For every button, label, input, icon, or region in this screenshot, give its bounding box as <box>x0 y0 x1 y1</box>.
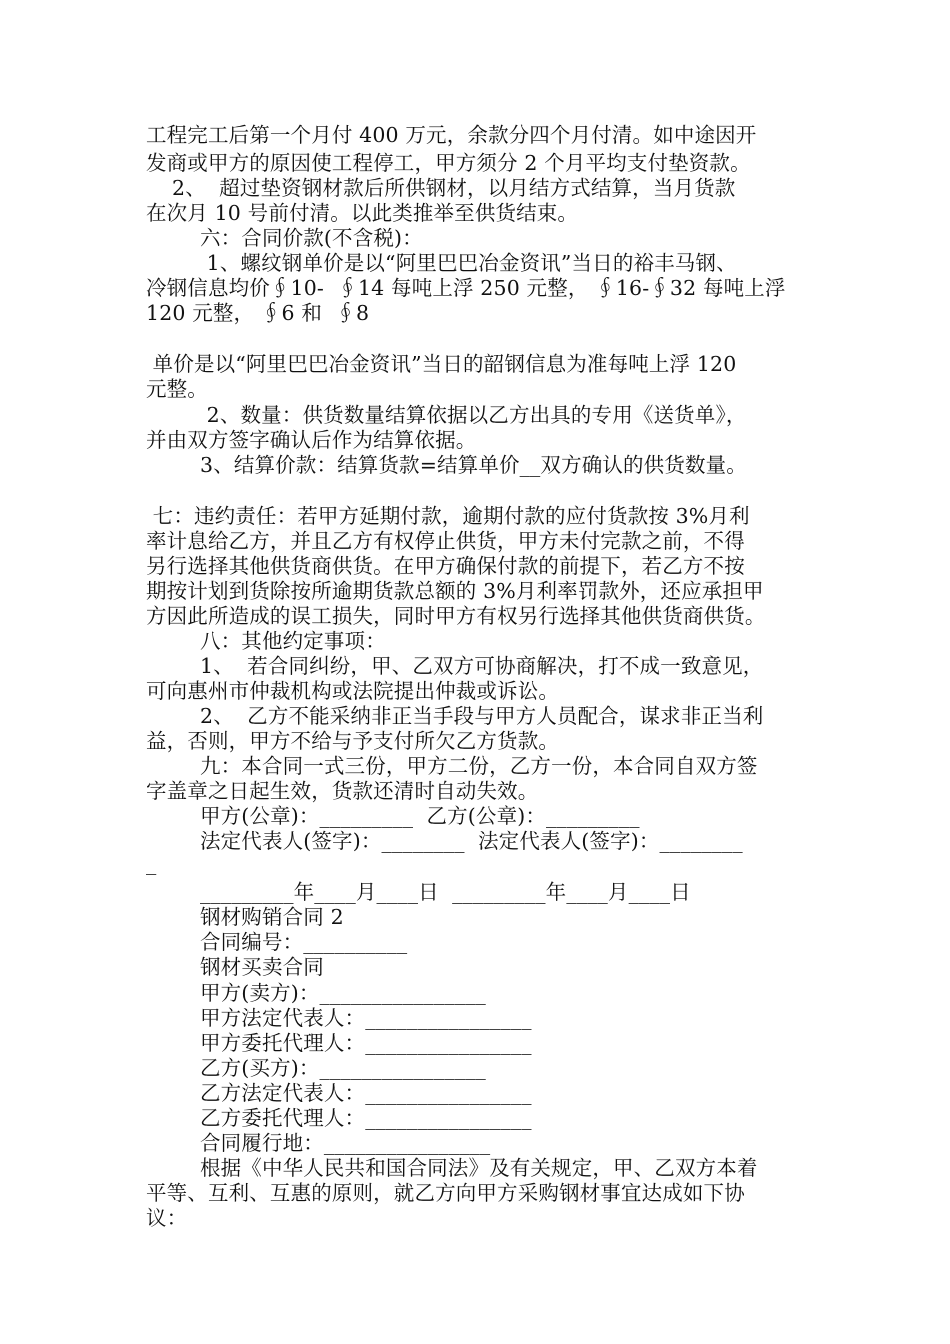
text-line: 期按计划到货除按所逾期货款总额的 3%月利率罚款外，还应承担甲 <box>146 579 764 603</box>
text-line: 并由双方签字确认后作为结算依据。 <box>146 428 477 452</box>
text-line: 冷钢信息均价∮10- ∮14 每吨上浮 250 元整， ∮16-∮32 每吨上浮 <box>146 276 786 300</box>
text-line: 另行选择其他供货商供货。在甲方确保付款的前提下，若乙方不按 <box>146 554 745 578</box>
form-line: 乙方委托代理人：________________ <box>200 1106 532 1130</box>
form-line: 甲方法定代表人：________________ <box>200 1006 532 1030</box>
text-line: 平等、互利、互惠的原则，就乙方向甲方采购钢材事宜达成如下协 <box>146 1181 745 1205</box>
contract-subtitle: 钢材买卖合同 <box>200 955 324 979</box>
text-line: 120 元整， ∮6 和 ∮8 <box>146 301 370 325</box>
text-line: 单价是以“阿里巴巴冶金资讯”当日的韶钢信息为准每吨上浮 120 <box>146 352 737 376</box>
text-line: 2、数量：供货数量结算依据以乙方出具的专用《送货单》， <box>200 403 747 427</box>
contract-title: 钢材购销合同 2 <box>200 905 344 929</box>
text-line: 根据《中华人民共和国合同法》及有关规定，甲、乙双方本着 <box>200 1156 758 1180</box>
text-line: 工程完工后第一个月付 400 万元，余款分四个月付清。如中途因开 <box>146 123 757 147</box>
text-line: 3、结算价款：结算货款=结算单价__双方确认的供货数量。 <box>200 453 747 477</box>
text-line: 益，否则，甲方不给与予支付所欠乙方货款。 <box>146 729 559 753</box>
form-line: 乙方法定代表人：________________ <box>200 1081 532 1105</box>
form-line: 乙方(买方)：________________ <box>200 1056 486 1080</box>
text-line: 在次月 10 号前付清。以此类推举至供货结束。 <box>146 201 579 225</box>
text-line: _ <box>146 851 157 875</box>
text-line: 2、 超过垫资钢材款后所供钢材，以月结方式结算，当月货款 <box>172 176 736 200</box>
section-heading: 六：合同价款(不含税)： <box>200 226 423 250</box>
signature-line: 法定代表人(签字)：________ 法定代表人(签字)：________ <box>200 829 743 853</box>
text-line: 方因此所造成的误工损失，同时甲方有权另行选择其他供货商供货。 <box>146 604 766 628</box>
date-line: _________年____月____日 _________年____月____日 <box>200 880 691 904</box>
text-line: 率计息给乙方，并且乙方有权停止供货，甲方未付完款之前，不得 <box>146 529 745 553</box>
section-heading: 七：违约责任：若甲方延期付款，逾期付款的应付货款按 3%月利 <box>146 504 750 528</box>
signature-line: 甲方(公章)：_________ 乙方(公章)：_________ <box>200 804 640 828</box>
form-line: 合同编号：__________ <box>200 930 408 954</box>
text-line: 字盖章之日起生效，货款还清时自动失效。 <box>146 779 539 803</box>
text-line: 2、 乙方不能采纳非正当手段与甲方人员配合，谋求非正当利 <box>200 704 764 728</box>
text-line: 元整。 <box>146 377 208 401</box>
form-line: 甲方(卖方)：________________ <box>200 981 486 1005</box>
section-heading: 九：本合同一式三份，甲方二份，乙方一份，本合同自双方签 <box>200 754 758 778</box>
section-heading: 八：其他约定事项： <box>200 629 386 653</box>
text-line: 可向惠州市仲裁机构或法院提出仲裁或诉讼。 <box>146 679 559 703</box>
text-line: 1、 若合同纠纷，甲、乙双方可协商解决，打不成一致意见， <box>200 654 764 678</box>
text-line: 1、螺纹钢单价是以“阿里巴巴冶金资讯”当日的裕丰马钢、 <box>200 251 737 275</box>
text-line: 发商或甲方的原因使工程停工，甲方须分 2 个月平均支付垫资款。 <box>146 151 751 175</box>
form-line: 合同履行地：________________ <box>200 1131 491 1155</box>
text-line: 议： <box>146 1206 188 1230</box>
form-line: 甲方委托代理人：________________ <box>200 1031 532 1055</box>
